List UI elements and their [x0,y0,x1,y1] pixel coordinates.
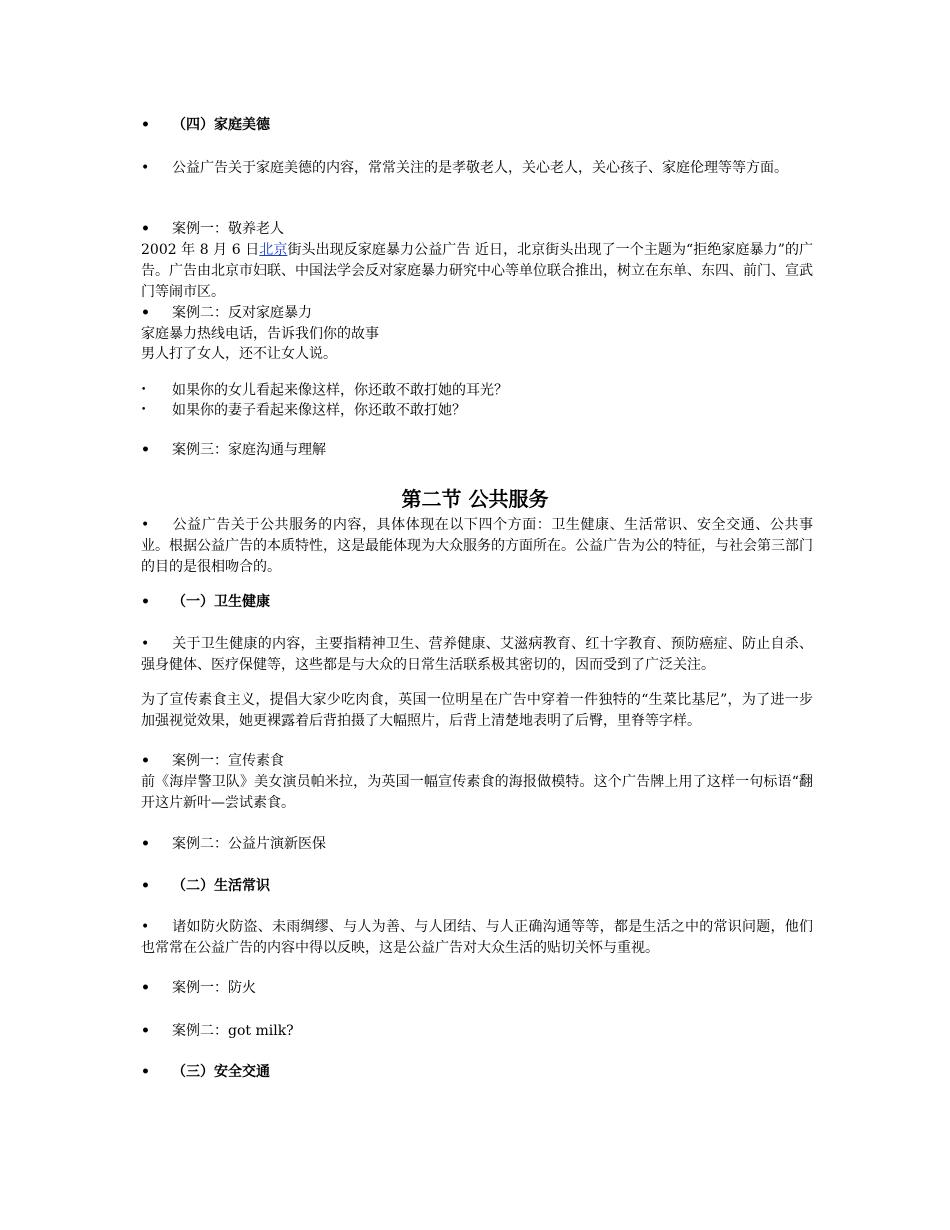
bullet: • [141,919,150,935]
bullet: • [141,160,150,176]
case-label-medical-insurance [141,834,813,855]
case-label-text: 案例三：家庭沟通与理解 [172,442,326,458]
case-label-text: 案例二：got milk? [172,1023,294,1039]
bullet: • [141,1023,150,1039]
case-label-anti-violence [141,303,813,324]
bullet: • [141,442,150,458]
quote-wife [141,400,813,422]
case-label-respect-elderly [141,219,813,240]
case-label-text: 案例二：公益片演新医保 [172,836,326,852]
paragraph-common-sense-intro [141,917,813,959]
bullet: • [141,517,150,533]
case2-line2: 男人打了女人，还不让女人说。 [141,346,337,362]
paragraph-vegetarian-case: 前《海岸警卫队》美女演员帕米拉，为英国一幅宣传素食的海报做模特。这个广告牌上用了这样一句标语“翻开这片新叶—尝试素食。 [141,774,813,811]
paragraph-health-vegetarian: 为了宣传素食主义，提倡大家少吃肉食，英国一位明星在广告中穿着一件独特的“生菜比基尼”，为了进一步加强视觉效果，她更裸露着后背拍摄了大幅照片，后背上清楚地表明了后臀，里脊等字样。 [141,692,813,729]
case-label-text: 案例一：敬养老人 [172,221,284,237]
paragraph-text: 诸如防火防盗、未雨绸缪、与人为善、与人团结、与人正确沟通等等，都是生活之中的常识问题，他们也常常在公益广告的内容中得以反映，这是公益广告对大众生活的贴切关怀与重视。 [141,919,813,956]
paragraph-text: 关于卫生健康的内容，主要指精神卫生、营养健康、艾滋病教育、红十字教育、预防癌症、防止自杀、强身健体、医疗保健等，这些都是与大众的日常生活联系极其密切的，因而受到了广泛关注。 [141,636,813,673]
section-heading-common-sense [141,876,813,897]
small-bullet: • [141,405,147,415]
bullet: • [141,980,150,996]
section-heading-health [141,592,813,613]
case-label-text: 案例一：防火 [172,980,256,996]
paragraph-case1 [141,240,813,303]
case-label-text: 案例二：反对家庭暴力 [172,305,312,321]
quote-text: 如果你的女儿看起来像这样，你还敢不敢打她的耳光？ [172,382,508,399]
case1-text-before: 2002 年 8 月 6 日 [141,242,260,258]
bullet: • [141,594,150,610]
heading-text: （四）家庭美德 [172,117,270,133]
small-bullet: • [141,385,147,395]
heading-text: （一）卫生健康 [172,594,270,610]
case-label-text: 案例一：宣传素食 [172,753,284,769]
bullet: • [141,878,150,894]
beijing-link[interactable]: 北京 [259,242,288,258]
bullet: • [141,221,150,237]
case-label-fire [141,978,813,999]
bullet: • [141,636,150,652]
bullet: • [141,753,150,769]
paragraph-text: 公益广告关于公共服务的内容，具体体现在以下四个方面：卫生健康、生活常识、安全交通、公共事业。根据公益广告的本质特性，这是最能体现为大众服务的方面所在。公益广告为公的特征，与社会第三部门的目的是很相吻合的。 [141,517,813,575]
case-label-got-milk [141,1021,813,1042]
case-label-communication [141,440,813,461]
paragraph-text: 公益广告关于家庭美德的内容，常常关注的是孝敬老人，关心老人，关心孩子、家庭伦理等等方面。 [172,160,788,176]
section-title-public-service: 第二节 公共服务 [401,487,549,511]
bullet: • [141,117,150,133]
heading-text: （三）安全交通 [172,1064,270,1080]
paragraph-health-intro [141,634,813,676]
case1-text-after: 街头出现反家庭暴力公益广告 近日，北京街头出现了一个主题为“拒绝家庭暴力”的广告。广告由北京市妇联、中国法学会反对家庭暴力研究中心等单位联合推出，树立在东单、东四、前门、宣武门等闹市区。 [141,242,814,300]
bullet: • [141,305,150,321]
bullet: • [141,836,150,852]
paragraph-public-service-intro [141,515,813,578]
heading-text: （二）生活常识 [172,878,270,894]
section-heading-family-virtue [141,115,813,136]
case2-line1: 家庭暴力热线电话，告诉我们你的故事 [141,326,379,342]
quote-text: 如果你的妻子看起来像这样，你还敢不敢打她？ [172,402,466,419]
quote-daughter [141,380,813,402]
paragraph-family-intro [141,158,813,179]
case-label-vegetarian [141,751,813,772]
section-heading-traffic [141,1062,813,1083]
bullet: • [141,1064,150,1080]
